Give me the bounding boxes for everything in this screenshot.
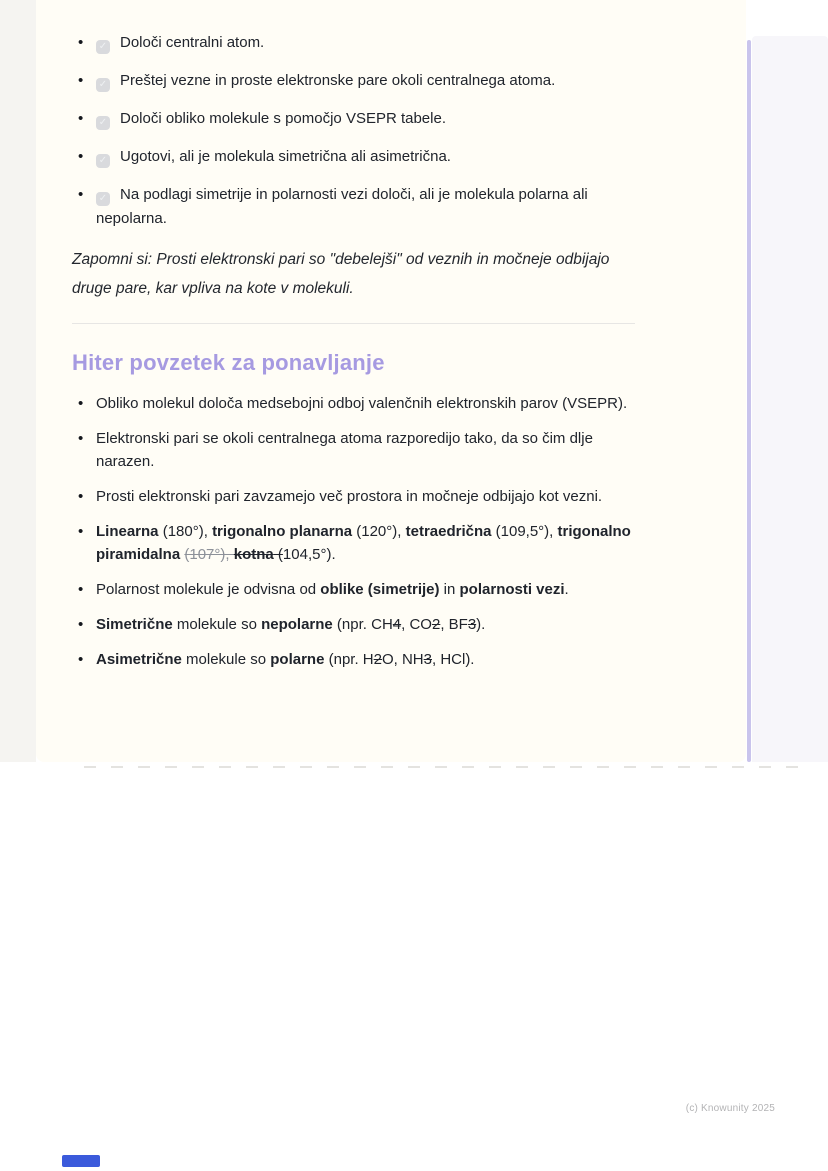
summary-item [72,427,639,473]
page-tear-edge [84,766,800,768]
summary-list [72,392,639,671]
checkmark-icon: • ✓ [98,193,108,204]
summary-item-text: Elektronski pari se okoli centralnega atoma razporedijo tako, da so čim dlje narazen. [96,430,593,470]
checkmark-icon: • ✓ [98,41,108,52]
checklist-item [72,31,639,55]
summary-item [72,648,639,671]
summary-item-text: Polarnost molekule je odvisna od oblike (simetrije) in polarnosti vezi. [96,581,569,598]
summary-item [72,578,639,601]
checklist-item-text: Preštej vezne in proste elektronske pare okoli centralnega atoma. [120,72,556,89]
checkbox-checked[interactable] [96,40,110,54]
page-progress-bar [62,1155,100,1167]
checkmark-icon: • ✓ [98,79,108,90]
checkbox-checked[interactable] [96,192,110,206]
checklist [72,31,639,231]
checkmark-icon: • ✓ [98,117,108,128]
document-page [36,0,746,762]
checklist-item [72,69,639,93]
note-italic: Zapomni si: Prosti elektronski pari so "debelejši" od veznih in močneje odbijajo druge pare, kar vpliva na kote v molekuli. [72,251,610,297]
summary-item [72,520,639,566]
scrollbar-thumb[interactable] [747,40,751,762]
summary-item-text: Simetrične molekule so nepolarne (npr. CH4, CO2, BF3). [96,616,486,633]
summary-item-text: Linearna (180°), trigonalno planarna (120°), tetraedrična (109,5°), trigonalno piramidalna (107°), kotna (104,5°). [96,523,631,563]
checklist-item-text: Določi obliko molekule s pomočjo VSEPR tabele. [120,110,446,127]
checklist-item-text: Določi centralni atom. [120,34,265,51]
checkbox-checked[interactable] [96,116,110,130]
summary-item-text: Obliko molekul določa medsebojni odboj valenčnih elektronskih parov (VSEPR). [96,395,628,412]
side-panel [752,36,828,762]
checklist-item [72,145,639,169]
checklist-item [72,107,639,131]
summary-item-text: Asimetrične molekule so polarne (npr. H2O, NH3, HCl). [96,651,475,668]
checkbox-checked[interactable] [96,154,110,168]
section-divider [72,323,635,324]
checklist-item-text: Na podlagi simetrije in polarnosti vezi določi, ali je molekula polarna ali nepolarna. [96,186,588,227]
copyright-text: (c) Knowunity 2025 [685,1103,775,1114]
checkmark-icon: • ✓ [98,155,108,166]
summary-item [72,485,639,508]
page-content [72,31,639,683]
summary-heading: Hiter povzetek za ponavljanje [72,350,385,375]
summary-item [72,613,639,636]
checkbox-checked[interactable] [96,78,110,92]
checklist-item [72,183,639,231]
summary-item [72,392,639,415]
checklist-item-text: Ugotovi, ali je molekula simetrična ali asimetrična. [120,148,451,165]
summary-item-text: Prosti elektronski pari zavzamejo več prostora in močneje odbijajo kot vezni. [96,488,603,505]
page-margin-left [0,0,36,762]
